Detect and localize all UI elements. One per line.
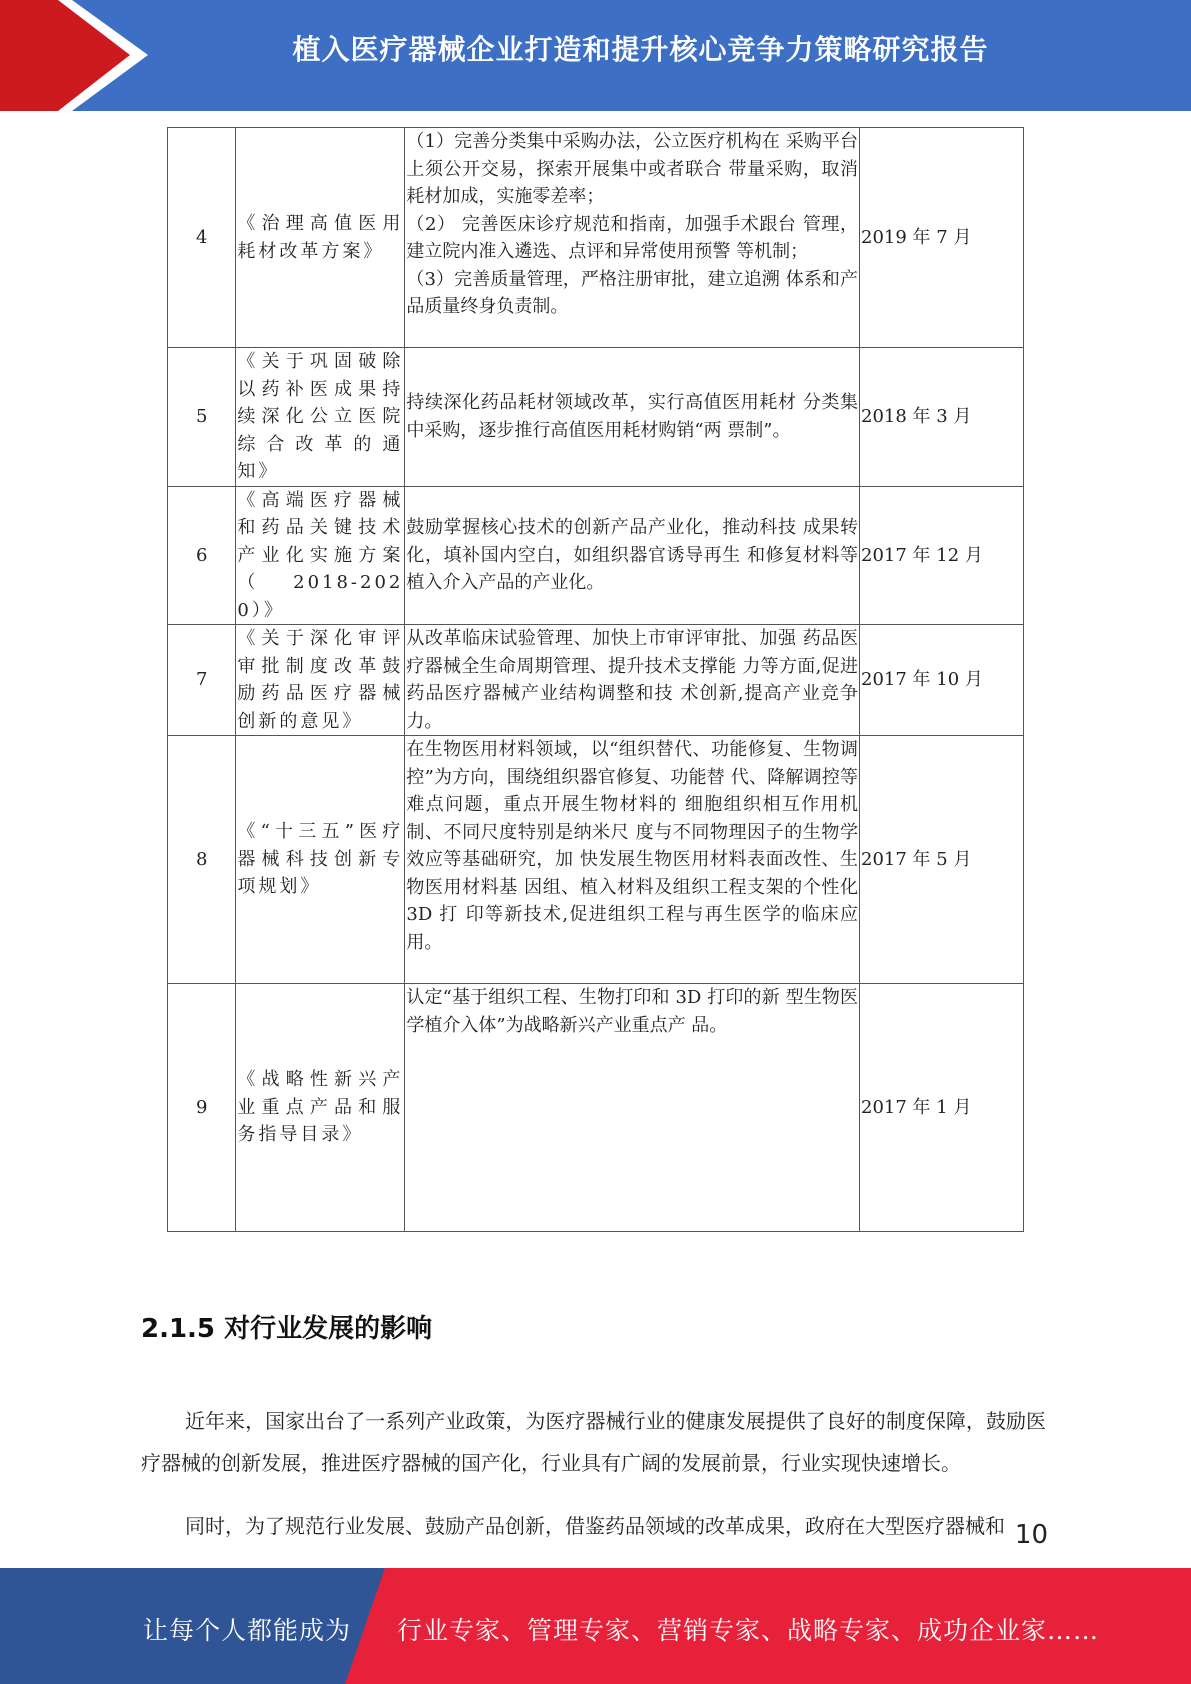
- page-header: [0, 0, 1191, 111]
- footer-slogan-left: 让每个人都能成为: [143, 1616, 352, 1645]
- description-item: 认定“基于组织工程、生物打印和 3D 打印的新 型生物医学植介入体”为战略新兴产业重点产 品。: [406, 987, 859, 1036]
- policy-table: [167, 127, 1024, 1232]
- description-item: 鼓励掌握核心技术的创新产品产业化，推动科技 成果转化，填补国内空白，如组织器官诱导再生 和修复材料等植入介入产品的产业化。: [406, 517, 859, 593]
- policy-date: 2017 年 10 月: [860, 625, 1024, 736]
- policy-description: [405, 625, 860, 736]
- policy-description: [405, 128, 860, 348]
- policy-name: 《关于巩固破除以药补医成果持续深化公立医院综合改革的通 知》: [236, 348, 405, 487]
- footer-slogan-right: 行业专家、管理专家、营销专家、战略专家、成功企业家……: [397, 1616, 1100, 1645]
- description-item: 持续深化药品耗材领域改革，实行高值医用耗材 分类集中采购，逐步推行高值医用耗材购销“两 票制”。: [406, 392, 859, 441]
- policy-name: 《战略性新兴产业重点产品和服务指导目录》: [236, 984, 405, 1232]
- description-item: 在生物医用材料领域，以“组织替代、功能修复、生物调控”为方向，围绕组织器官修复、功能替 代、降解调控等难点问题，重点开展生物材料的 细胞组织相互作用机制、不同尺度特别是纳米尺 度与不同物理因子的生物学效应等基础研究，加 快发展生物医用材料表面改性、生物医用材料基 因组、植入材料及组织工程支架的个性化 3D 打 印等新技术,促进组织工程与再生医学的临床应 用。: [406, 739, 859, 953]
- table-row: [168, 348, 1024, 487]
- policy-name: 《高端医疗器械和药品关键技术产业化实施方案（2018-2020）》: [236, 486, 405, 625]
- table-row: [168, 625, 1024, 736]
- policy-name: 《治理高值医用耗材改革方案》: [236, 128, 405, 348]
- policy-name: 《关于深化审评审批制度改革鼓励药品医疗器械创新的意见》: [236, 625, 405, 736]
- row-number: 5: [168, 348, 236, 487]
- table-row: [168, 984, 1024, 1232]
- body-paragraph: 同时，为了规范行业发展、鼓励产品创新，借鉴药品领域的改革成果，政府在大型医疗器械和: [185, 1514, 1005, 1538]
- row-number: 7: [168, 625, 236, 736]
- policy-description: [405, 348, 860, 487]
- policy-date: 2017 年 12 月: [860, 486, 1024, 625]
- page-footer: [0, 1568, 1191, 1684]
- policy-date: 2017 年 1 月: [860, 984, 1024, 1232]
- body-paragraph: 近年来，国家出台了一系列产业政策，为医疗器械行业的健康发展提供了良好的制度保障，鼓励医疗器械的创新发展，推进医疗器械的国产化，行业具有广阔的发展前景，行业实现快速增长。: [141, 1409, 1046, 1475]
- description-item: （3）完善质量管理，严格注册审批，建立追溯 体系和产品质量终身负责制。: [406, 268, 859, 317]
- policy-description: [405, 984, 860, 1232]
- policy-date: 2018 年 3 月: [860, 348, 1024, 487]
- policy-date: 2017 年 5 月: [860, 736, 1024, 984]
- policy-date: 2019 年 7 月: [860, 128, 1024, 348]
- description-item: （1）完善分类集中采购办法，公立医疗机构在 采购平台上须公开交易，探索开展集中或者联合 带量采购，取消耗材加成，实施零差率；: [406, 131, 859, 207]
- table-row: [168, 128, 1024, 348]
- description-item: （2） 完善医床诊疗规范和指南，加强手术跟台 管理，建立院内准入遴选、点评和异常使用预警 等机制；: [406, 213, 859, 262]
- row-number: 8: [168, 736, 236, 984]
- row-number: 4: [168, 128, 236, 348]
- page-number: 10: [1014, 1520, 1048, 1550]
- table-row: [168, 736, 1024, 984]
- description-item: 从改革临床试验管理、加快上市审评审批、加强 药品医疗器械全生命周期管理、提升技术支撑能 力等方面,促进药品医疗器械产业结构调整和技 术创新,提高产业竞争力。: [406, 628, 859, 732]
- row-number: 6: [168, 486, 236, 625]
- policy-description: [405, 736, 860, 984]
- header-title: 植入医疗器械企业打造和提升核心竞争力策略研究报告: [292, 33, 989, 66]
- policy-description: [405, 486, 860, 625]
- section-heading: 2.1.5 对行业发展的影响: [141, 1314, 433, 1344]
- policy-name: 《“十三五”医疗器械科技创新专项规划》: [236, 736, 405, 984]
- table-row: [168, 486, 1024, 625]
- row-number: 9: [168, 984, 236, 1232]
